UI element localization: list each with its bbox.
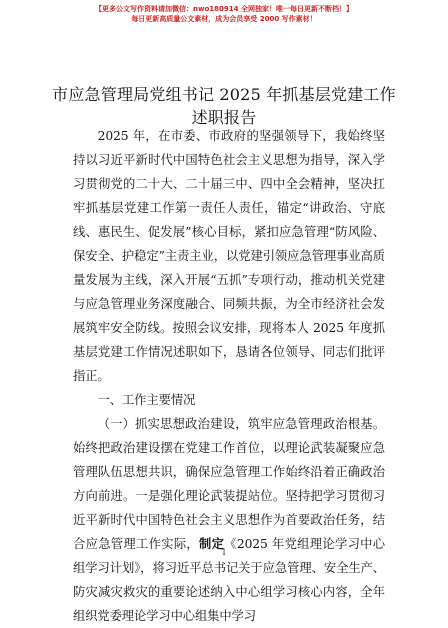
page-number: 1 [221, 548, 227, 557]
promo-banner-line1: 【更多公文写作资料请加微信：nwo180914 全网独家！唯一每日更新不断档！】 [95, 5, 353, 13]
intro-paragraph: 2025 年，在市委、市政府的坚强领导下，我始终坚持以习近平新时代中国特色社会主义思想为指导，深入学习贯彻党的二十大、二十届三中、四中全会精神，坚决扛牢抓基层党建工作第一责任人责任，锚定“讲政治、守底线、惠民生、促发展”核心目标，紧扣应急管理“防风险、保安全、护稳定”主责主业，以党建引领应急管理事业高质量发展为主线，深入开展“五抓”专项行动，推动机关党建与应急管理业务深度融合、同频共振，为全市经济社会发展筑牢安全防线。按照会议安排，现将本人 2025 年度抓基层党建工作情况述职如下，恳请各位领导、同志们批评指正。 [73, 129, 385, 383]
document-title [0, 83, 448, 129]
section-paragraph-text: （一）抓实思想政治建设，筑牢应急管理政治根基。始终把政治建设摆在党建工作首位，以理论武装凝聚应急管理队伍思想共识，确保应急管理工作始终沿着正确政治方向前进。一是强化理论武装提站位。坚持把学习贯彻习近平新时代中国特色社会主义思想作为首要政治任务，结合应急管理工作实际， [73, 417, 385, 551]
promo-banner-line2: 每日更新高质量公文素材，成为会员享受 2000 写作素材！ [131, 15, 317, 23]
title-line2: 述职报告 [191, 108, 257, 127]
promo-banner [0, 4, 448, 24]
bold-keyword: 制定 [199, 536, 225, 551]
section-paragraph-rest: 《2025 年党组理论学习中心组学习计划》，将习近平总书记关于应急管理、安全生产、防灾减灾救灾的重要论述纳入中心组学习核心内容，全年组织党委理论学习中心组集中学习 [73, 537, 385, 623]
title-line1: 市应急管理局党组书记 2025 年抓基层党建工作 [52, 85, 396, 104]
section-heading: 一、工作主要情况 [97, 393, 196, 407]
section-paragraph [73, 412, 385, 628]
